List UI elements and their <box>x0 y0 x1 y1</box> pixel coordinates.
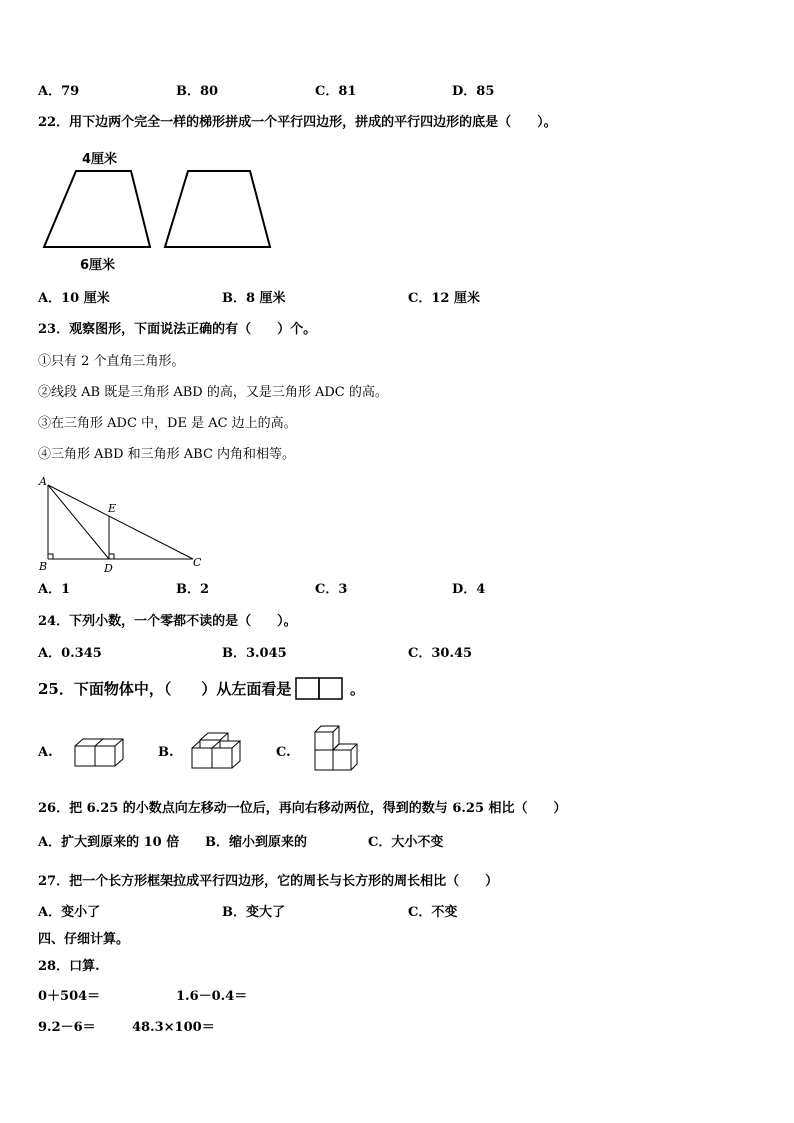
q24-option-c[interactable]: C．30.45 <box>408 646 473 661</box>
q27-option-b[interactable]: B．变大了 <box>222 905 285 920</box>
q25-stem-end: 。 <box>350 680 366 698</box>
q21-option-b[interactable]: B．80 <box>176 84 219 99</box>
q22-option-a[interactable]: A．10 厘米 <box>38 291 110 306</box>
q25-option-c-cubes <box>312 722 362 774</box>
q28-item-2: 1.6－0.4＝ <box>176 989 248 1004</box>
q22-stem: 22．用下边两个完全一样的梯形拼成一个平行四边形，拼成的平行四边形的底是（ ）。 <box>38 115 557 130</box>
trapezoid-right <box>165 171 270 247</box>
q27-option-a[interactable]: A．变小了 <box>38 905 101 920</box>
q28-stem: 28．口算. <box>38 959 100 974</box>
trapezoid-left <box>44 171 150 247</box>
q27-option-c[interactable]: C．不变 <box>408 905 458 920</box>
q21-option-c[interactable]: C．81 <box>315 84 357 99</box>
q22-option-b[interactable]: B．8 厘米 <box>222 291 286 306</box>
q22-trapezoid-figure <box>38 147 278 272</box>
q24-option-b[interactable]: B．3.045 <box>222 646 287 661</box>
q26-option-a[interactable]: A．扩大到原来的 10 倍 <box>38 835 180 850</box>
q28-item-1: 0＋504＝ <box>38 989 101 1004</box>
q22-top-label: 4厘米 <box>82 152 118 167</box>
q23-triangle-figure <box>38 474 213 574</box>
q25-stem: 25．下面物体中，（ ）从左面看是 <box>38 680 292 698</box>
segment-ad <box>48 485 109 559</box>
q23-statement-3: ③在三角形 ADC 中，DE 是 AC 边上的高。 <box>38 416 297 431</box>
q24-option-a[interactable]: A．0.345 <box>38 646 102 661</box>
q25-option-a-cubes <box>73 736 125 770</box>
segment-ac <box>48 485 193 559</box>
q24-stem: 24．下列小数，一个零都不读的是（ ）。 <box>38 614 297 629</box>
right-angle-d <box>109 554 114 559</box>
q25-option-b-cubes <box>190 731 242 771</box>
q26-stem: 26．把 6.25 的小数点向左移动一位后，再向右移动两位，得到的数与 6.25 相比（ ） <box>38 801 567 816</box>
q23-option-d[interactable]: D．4 <box>452 582 486 597</box>
q28-item-3: 9.2－6＝ <box>38 1020 96 1035</box>
q23-option-c[interactable]: C．3 <box>315 582 348 597</box>
q23-statement-1: ①只有 2 个直角三角形。 <box>38 354 185 369</box>
right-angle-b <box>48 554 53 559</box>
q27-stem: 27．把一个长方形框架拉成平行四边形，它的周长与长方形的周长相比（ ） <box>38 874 499 889</box>
label-d: D <box>104 562 113 575</box>
q23-statement-4: ④三角形 ABD 和三角形 ABC 内角和相等。 <box>38 447 296 462</box>
q23-statement-2: ②线段 AB 既是三角形 ABD 的高，又是三角形 ADC 的高。 <box>38 385 388 400</box>
q23-option-b[interactable]: B．2 <box>176 582 210 597</box>
q23-stem: 23．观察图形，下面说法正确的有（ ）个。 <box>38 322 317 337</box>
q21-option-a[interactable]: A．79 <box>38 84 80 99</box>
q21-option-d[interactable]: D．85 <box>452 84 495 99</box>
q25-option-c[interactable]: C. <box>276 745 291 760</box>
q22-bottom-label: 6厘米 <box>80 258 116 273</box>
label-c: C <box>193 556 202 569</box>
q25-left-view-figure <box>295 677 345 701</box>
label-e: E <box>108 502 117 515</box>
q25-option-b[interactable]: B. <box>158 745 174 760</box>
q25-option-a[interactable]: A. <box>38 745 53 760</box>
q28-item-4: 48.3×100＝ <box>132 1020 215 1035</box>
q22-option-c[interactable]: C．12 厘米 <box>408 291 480 306</box>
q23-option-a[interactable]: A．1 <box>38 582 71 597</box>
label-a: A <box>39 475 47 488</box>
label-b: B <box>39 560 48 573</box>
section4-title: 四、仔细计算。 <box>38 932 130 947</box>
q26-option-c[interactable]: C．大小不变 <box>368 835 444 850</box>
q26-option-b[interactable]: B．缩小到原来的 <box>205 835 307 850</box>
